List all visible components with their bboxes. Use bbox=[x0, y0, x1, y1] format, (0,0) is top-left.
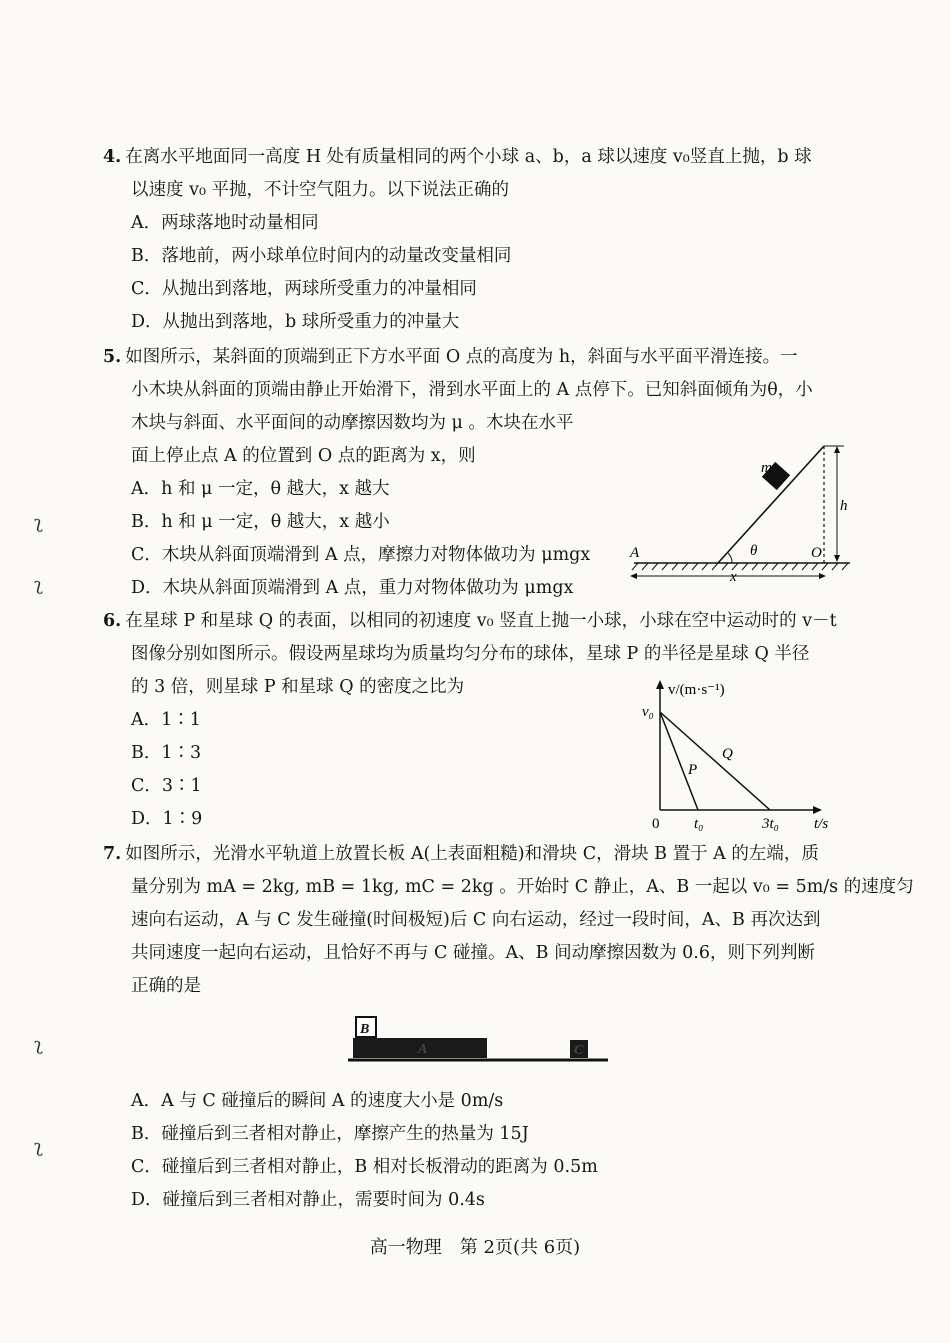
label-A: A bbox=[630, 545, 640, 561]
margin-mark: ʅ bbox=[34, 1136, 43, 1157]
q6-option-b: B．1∶3 bbox=[131, 743, 202, 763]
q5-number: 5. bbox=[103, 347, 122, 367]
label-Q: Q bbox=[722, 746, 733, 762]
q6-number: 6. bbox=[103, 611, 122, 631]
q6-stem-line-2: 图像分别如图所示。假设两星球均为质量均匀分布的球体，星球 P 的半径是星球 Q 半径 bbox=[131, 644, 810, 664]
line-Q bbox=[660, 712, 770, 810]
y-axis-label: v/(m·s⁻¹) bbox=[668, 682, 725, 698]
q7-board-figure bbox=[348, 1014, 610, 1076]
label-O: O bbox=[811, 545, 822, 561]
line-P bbox=[660, 712, 698, 810]
q7-stem-text-1: 如图所示，光滑水平轨道上放置长板 A(上表面粗糙)和滑块 C，滑块 B 置于 A 的左端，质 bbox=[125, 844, 819, 864]
q7-stem-line-1 bbox=[103, 843, 819, 865]
x-axis-label: t/s bbox=[814, 816, 829, 832]
q5-option-a: A．h 和 μ 一定，θ 越大，x 越大 bbox=[131, 479, 390, 499]
label-m: m bbox=[761, 460, 772, 476]
q4-option-d: D．从抛出到落地，b 球所受重力的冲量大 bbox=[131, 312, 460, 332]
q5-stem-line-3: 木块与斜面、水平面间的动摩擦因数均为 μ 。木块在水平 bbox=[131, 413, 574, 433]
q5-stem-line-1 bbox=[103, 346, 798, 368]
label-x: x bbox=[730, 569, 737, 585]
q6-option-a: A．1∶1 bbox=[131, 710, 201, 730]
q7-option-b: B．碰撞后到三者相对静止，摩擦产生的热量为 15J bbox=[131, 1124, 529, 1144]
q7-option-a: A．A 与 C 碰撞后的瞬间 A 的速度大小是 0m/s bbox=[131, 1091, 504, 1111]
q4-stem-line-2: 以速度 v₀ 平抛，不计空气阻力。以下说法正确的 bbox=[131, 180, 510, 200]
q5-stem-line-4: 面上停止点 A 的位置到 O 点的距离为 x，则 bbox=[131, 446, 476, 466]
label-A: A bbox=[418, 1042, 428, 1057]
q6-vt-figure bbox=[638, 676, 838, 836]
q4-option-a: A．两球落地时动量相同 bbox=[131, 213, 319, 233]
q7-number: 7. bbox=[103, 844, 122, 864]
q7-stem-line-4: 共同速度一起向右运动，且恰好不再与 C 碰撞。A、B 间动摩擦因数为 0.6，则下列判断 bbox=[131, 943, 815, 963]
label-v0: v₀ bbox=[642, 704, 654, 720]
q4-option-b: B．落地前，两小球单位时间内的动量改变量相同 bbox=[131, 246, 512, 266]
label-3t0: 3t₀ bbox=[762, 816, 779, 832]
q7-stem-line-5: 正确的是 bbox=[131, 976, 201, 996]
q5-option-d: D．木块从斜面顶端滑到 A 点，重力对物体做功为 μmgx bbox=[131, 578, 574, 598]
q7-option-d: D．碰撞后到三者相对静止，需要时间为 0.4s bbox=[131, 1190, 485, 1210]
q5-option-c: C．木块从斜面顶端滑到 A 点，摩擦力对物体做功为 μmgx bbox=[131, 545, 591, 565]
q4-stem-text-1: 在离水平地面同一高度 H 处有质量相同的两个小球 a、b，a 球以速度 v₀竖直上抛，b 球 bbox=[125, 147, 812, 167]
q4-stem-line-1 bbox=[103, 146, 812, 168]
q5-stem-line-2: 小木块从斜面的顶端由静止开始滑下，滑到水平面上的 A 点停下。已知斜面倾角为θ，小 bbox=[131, 380, 813, 400]
q6-stem-line-1 bbox=[103, 610, 837, 632]
q7-option-c: C．碰撞后到三者相对静止，B 相对长板滑动的距离为 0.5m bbox=[131, 1157, 598, 1177]
margin-mark: ʅ bbox=[34, 1034, 43, 1055]
q5-option-b: B．h 和 μ 一定，θ 越大，x 越小 bbox=[131, 512, 390, 532]
label-P: P bbox=[688, 762, 698, 778]
label-B: B bbox=[360, 1022, 370, 1037]
margin-mark: ʅ bbox=[34, 574, 43, 595]
q5-stem-text-1: 如图所示，某斜面的顶端到正下方水平面 O 点的高度为 h，斜面与水平面平滑连接。一 bbox=[125, 347, 798, 367]
label-origin: 0 bbox=[652, 816, 660, 832]
page-footer: 高一物理 第 2页(共 6页) bbox=[369, 1237, 581, 1258]
margin-mark: ʅ bbox=[34, 512, 43, 533]
q6-stem-text-1: 在星球 P 和星球 Q 的表面，以相同的初速度 v₀ 竖直上抛一小球，小球在空中运动时的 v－t bbox=[125, 611, 837, 631]
q5-incline-figure bbox=[628, 438, 858, 588]
q4-option-c: C．从抛出到落地，两球所受重力的冲量相同 bbox=[131, 279, 477, 299]
q6-option-c: C．3∶1 bbox=[131, 776, 202, 796]
q7-stem-line-3: 速向右运动，A 与 C 发生碰撞(时间极短)后 C 向右运动，经过一段时间，A、B 再次达到 bbox=[131, 910, 821, 930]
q6-stem-line-3: 的 3 倍，则星球 P 和星球 Q 的密度之比为 bbox=[131, 677, 465, 697]
label-h: h bbox=[840, 498, 848, 514]
label-theta: θ bbox=[750, 543, 758, 559]
label-C: C bbox=[574, 1043, 584, 1058]
q6-option-d: D．1∶9 bbox=[131, 809, 203, 829]
label-t0: t₀ bbox=[694, 816, 704, 832]
q7-stem-line-2: 量分别为 mA = 2kg, mB = 1kg, mC = 2kg 。开始时 C 静止，A、B 一起以 v₀ = 5m/s 的速度匀 bbox=[131, 877, 914, 897]
q4-number: 4. bbox=[103, 147, 122, 167]
